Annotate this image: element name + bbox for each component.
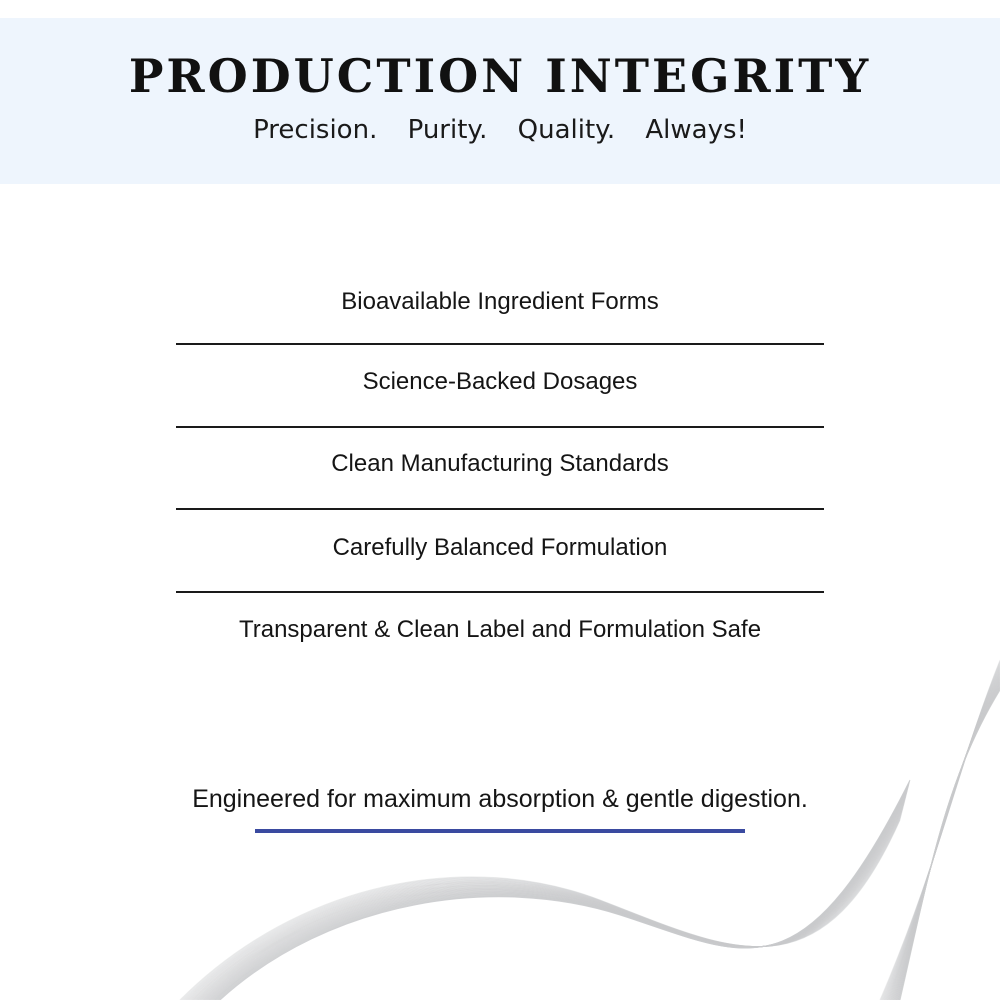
wave-line: [888, 672, 1000, 1000]
wave-line: [884, 665, 1000, 1000]
wave-line: [207, 793, 907, 1000]
wave-line: [191, 809, 903, 1000]
feature-item: Bioavailable Ingredient Forms: [341, 288, 659, 315]
wave-line: [896, 685, 1000, 1000]
page-title: PRODUCTION INTEGRITY: [128, 49, 872, 103]
wave-line: [195, 805, 904, 1000]
wave-line: [186, 814, 901, 1000]
wave-line: [895, 682, 1000, 1000]
wave-line: [893, 680, 1000, 1000]
wave-line: [209, 791, 907, 1000]
wave-line: [897, 685, 1000, 1000]
wave-line: [215, 785, 909, 1000]
wave-line: [887, 671, 1000, 1000]
wave-line: [216, 784, 909, 1000]
wave-line: [886, 669, 1000, 1000]
wave-line: [900, 690, 1000, 1000]
wave-line: [899, 688, 1000, 1000]
wave-line: [180, 820, 900, 1000]
wave-line: [203, 797, 906, 1000]
wave-line: [887, 670, 1000, 1000]
tagline-word: Precision.: [253, 115, 378, 145]
wave-line: [885, 668, 1000, 1000]
wave-line: [880, 660, 1000, 1000]
feature-item: Science-Backed Dosages: [362, 368, 638, 395]
wave-line: [182, 818, 900, 1000]
wave-line: [890, 675, 1000, 1000]
tagline-word: Purity.: [407, 115, 488, 145]
divider: [176, 591, 824, 593]
wave-line: [881, 661, 1000, 1000]
wave-line: [888, 673, 1000, 1000]
wave-line: [882, 664, 1000, 1000]
feature-item: Carefully Balanced Formulation: [332, 534, 668, 561]
wave-line: [190, 810, 903, 1000]
wave-line: [889, 674, 1000, 1000]
wave-line: [188, 812, 902, 1000]
wave-line: [212, 788, 908, 1000]
wave-line: [196, 804, 904, 1000]
wave-line: [883, 665, 1000, 1000]
wave-line: [894, 681, 1000, 1000]
wave-line: [192, 808, 903, 1000]
wave-line: [882, 663, 1000, 1000]
feature-item: Clean Manufacturing Standards: [331, 450, 669, 477]
wave-line: [208, 792, 907, 1000]
wave-line: [213, 787, 908, 1000]
wave-line: [893, 679, 1000, 1000]
wave-line: [899, 689, 1000, 1000]
wave-line: [205, 795, 906, 1000]
wave-line: [898, 686, 1000, 1000]
divider: [176, 508, 824, 510]
wave-line: [214, 786, 909, 1000]
wave-line: [892, 677, 1000, 1000]
wave-line: [891, 676, 1000, 1000]
wave-line: [181, 819, 900, 1000]
wave-line: [204, 796, 906, 1000]
footer-statement: Engineered for maximum absorption & gentle digestion.: [192, 785, 808, 813]
wave-line: [898, 687, 1000, 1000]
accent-underline: [255, 829, 745, 833]
wave-line: [184, 816, 901, 1000]
wave-line: [185, 815, 901, 1000]
wave-line: [892, 678, 1000, 1000]
wave-line: [896, 684, 1000, 1000]
wave-line: [193, 807, 903, 1000]
wave-line: [210, 790, 907, 1000]
divider: [176, 343, 824, 345]
wave-line: [890, 675, 1000, 1000]
divider: [176, 426, 824, 428]
wave-line: [884, 666, 1000, 1000]
wave-line: [885, 667, 1000, 1000]
tagline-word: Quality.: [517, 115, 616, 145]
wave-line: [187, 813, 902, 1000]
tagline-word: Always!: [645, 115, 747, 145]
wave-line: [895, 683, 1000, 1000]
feature-item: Transparent & Clean Label and Formulation Safe: [238, 616, 762, 643]
wave-line: [881, 662, 1000, 1000]
tagline: [0, 112, 1000, 148]
